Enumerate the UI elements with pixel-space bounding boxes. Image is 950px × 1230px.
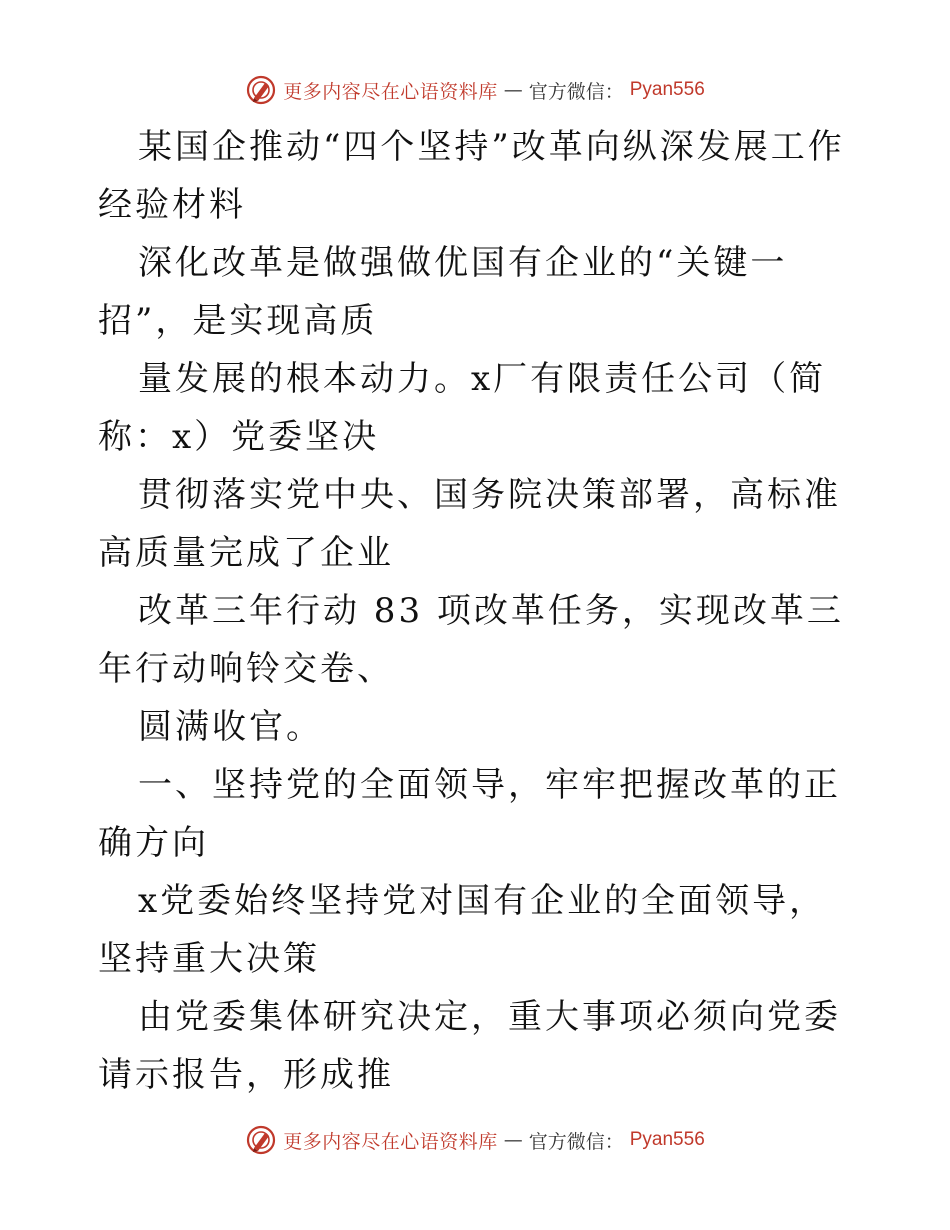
- paragraph: 圆满收官。: [138, 707, 323, 747]
- paragraph: 深化改革是做强做优国有企业的“关键一招”，是实现高质: [98, 243, 788, 341]
- header-banner-text: 更多内容尽在心语资料库: [283, 80, 498, 103]
- header-banner-separator: —: [503, 79, 523, 101]
- paragraph: 量发展的根本动力。x厂有限责任公司（简称：x）党委坚决: [98, 359, 827, 457]
- header-wechat-label: 官方微信：: [528, 80, 624, 103]
- pen-logo-icon: [245, 74, 277, 106]
- paragraph: x党委始终坚持党对国有企业的全面领导，坚持重大决策: [98, 881, 827, 979]
- header-banner: [0, 70, 950, 110]
- footer-wechat-label: 官方微信：: [528, 1130, 624, 1153]
- footer-banner-separator: —: [503, 1129, 523, 1151]
- footer-wechat-id: Pyan556: [629, 1129, 705, 1150]
- footer-banner: [0, 1120, 950, 1160]
- header-wechat-id: Pyan556: [629, 79, 705, 100]
- paragraph: 由党委集体研究决定，重大事项必须向党委请示报告，形成推: [98, 997, 841, 1095]
- pen-logo-icon: [245, 1124, 277, 1156]
- section-heading: 一、坚持党的全面领导，牢牢把握改革的正确方向: [98, 765, 841, 863]
- footer-banner-text: 更多内容尽在心语资料库: [283, 1130, 498, 1153]
- paragraph: 改革三年行动 83 项改革任务，实现改革三年行动响铃交卷、: [98, 591, 844, 689]
- paragraph: 贯彻落实党中央、国务院决策部署，高标准高质量完成了企业: [98, 475, 841, 573]
- document-body: [98, 118, 858, 1104]
- document-title: 某国企推动“四个坚持”改革向纵深发展工作经验材料: [98, 127, 845, 225]
